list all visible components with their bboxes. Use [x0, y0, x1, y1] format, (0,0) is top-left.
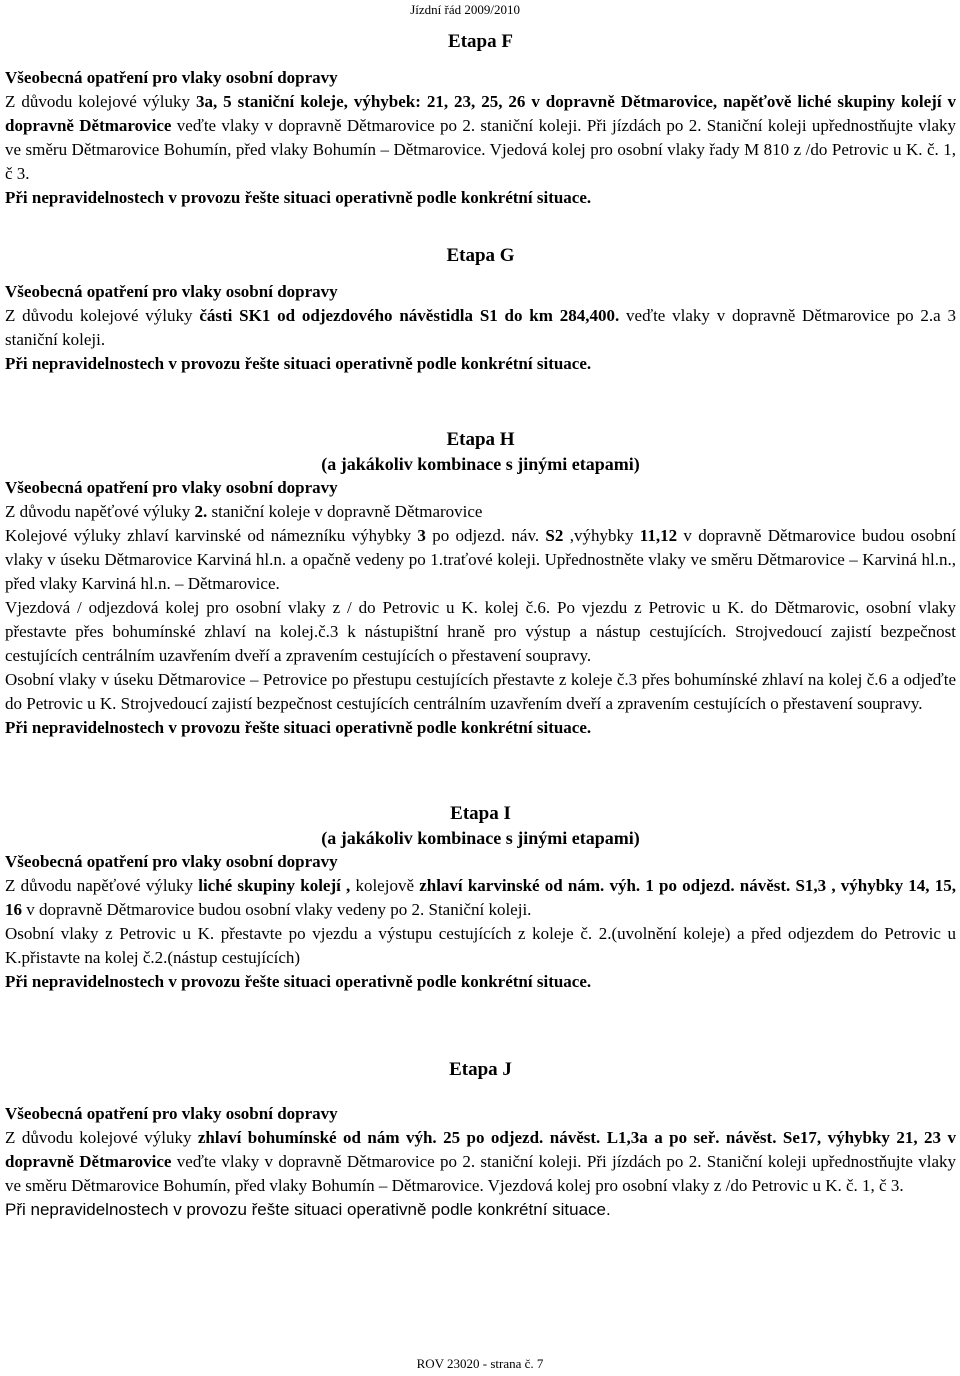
section-title: Etapa I — [450, 803, 511, 824]
section-etapa-i — [5, 802, 956, 994]
text-run: v dopravně Dětmarovice budou osobní vlaky v úseku Dětmarovice Karviná hl.n. a opačně vedeny po 1.traťové koleji. Upřednostněte vlaky ve směru Dětmarovice – Karviná hl.n., před vlaky Karviná hl.n. – Dětmarovice. — [5, 526, 957, 593]
bold-text-run: 2. — [194, 502, 208, 521]
paragraph — [5, 90, 956, 186]
text-run: Z důvodu napěťové výluky — [5, 876, 199, 895]
text-run: staniční koleje v dopravně Dětmarovice — [207, 502, 483, 521]
section-title: Etapa H — [446, 429, 515, 450]
irregularity-note: Při nepravidelnostech v provozu řešte situaci operativně podle konkrétní situace. — [5, 1200, 611, 1219]
bold-text-run: zhlaví karvinské od nám. výh. 1 po odjezd. návěst. S1,3 , výhybky 14, 15, 16 — [5, 876, 956, 919]
text-run: po odjezd. náv. — [425, 526, 546, 545]
text-run: veďte vlaky v dopravně Dětmarovice po 2. staniční koleji. Při jízdách po 2. Staniční koleji upřednostňujte vlaky ve směru Dětmarovice Bohumín, před vlaky Bohumín – Dětmarovice. Vjedová kolej pro osobní vlaky řady M 810 z /do Petrovic u K. č. 1, č 3. — [5, 116, 956, 183]
irregularity-note: Při nepravidelnostech v provozu řešte situaci operativně podle konkrétní situace. — [5, 188, 592, 207]
bold-text-run: 11,12 — [639, 526, 678, 545]
paragraph — [5, 304, 956, 352]
paragraph: Vjezdová / odjezdová kolej pro osobní vlaky z / do Petrovic u K. kolej č.6. Po vjezdu z Petrovic u K. do Dětmarovic, osobní vlaky přestavte přes bohumínské zhlaví na kolej.č.3 k nástupištní hraně pro výstup a nástup cestujících. Strojvedoucí zajistí bezpečnost cestujících centrálním uzavřením dveří a zpravením cestujících o přestavení soupravy. — [5, 598, 956, 665]
section-etapa-f — [5, 30, 956, 210]
page-header: Jízdní řád 2009/2010 — [410, 2, 520, 17]
document-body — [5, 30, 956, 1222]
text-run: Kolejové výluky zhlaví karvinské od námezníku výhybky — [5, 526, 418, 545]
text-run: v dopravně Dětmarovice budou osobní vlaky vedeny po 2. Staniční koleji. — [22, 900, 532, 919]
text-run: kolejově — [350, 876, 420, 895]
irregularity-note: Při nepravidelnostech v provozu řešte situaci operativně podle konkrétní situace. — [5, 718, 592, 737]
general-measures-heading: Všeobecná opatření pro vlaky osobní dopravy — [5, 282, 338, 301]
bold-text-run: zhlaví bohumínské od nám výh. 25 po odjezd. návěst. L1,3a a po seř. návěst. Se17, výhybky 21, 23 v dopravně Dětmarovice — [5, 1128, 956, 1171]
bold-text-run: 3 — [417, 526, 426, 545]
section-etapa-g — [5, 244, 956, 376]
text-run: ,výhybky — [563, 526, 640, 545]
general-measures-heading: Všeobecná opatření pro vlaky osobní dopravy — [5, 68, 338, 87]
section-etapa-h — [5, 428, 956, 740]
paragraph: Osobní vlaky v úseku Dětmarovice – Petrovice po přestupu cestujících přestavte z koleje č.3 přes bohumínské zhlaví na kolej č.6 a odjeďte do Petrovic u K. Strojvedoucí zajistí bezpečnost cestujících centrálním uzavřením dveří a zpravením cestujících o přestavení soupravy. — [5, 670, 956, 713]
section-title: Etapa J — [449, 1059, 512, 1080]
irregularity-note: Při nepravidelnostech v provozu řešte situaci operativně podle konkrétní situace. — [5, 972, 592, 991]
general-measures-heading: Všeobecná opatření pro vlaky osobní dopravy — [5, 852, 338, 871]
general-measures-heading: Všeobecná opatření pro vlaky osobní dopravy — [5, 1104, 338, 1123]
section-subtitle: (a jakákoliv kombinace s jinými etapami) — [321, 454, 640, 474]
text-run: Z důvodu kolejové výluky — [5, 306, 200, 325]
text-run: Z důvodu kolejové výluky — [5, 1128, 198, 1147]
paragraph — [5, 500, 956, 524]
section-title: Etapa F — [448, 31, 513, 52]
text-run: Z důvodu kolejové výluky — [5, 92, 196, 111]
paragraph — [5, 1126, 956, 1198]
bold-text-run: liché skupiny kolejí , — [198, 876, 351, 895]
paragraph: Osobní vlaky z Petrovic u K. přestavte po vjezdu a výstupu cestujících z koleje č. 2.(uvolnění koleje) a před odjezdem do Petrovic u K.přistavte na kolej č.2.(nástup cestujících) — [5, 924, 956, 967]
bold-text-run: 3a, 5 staniční koleje, výhybek: 21, 23, 25, 26 v dopravně Dětmarovice, napěťově liché skupiny kolejí v dopravně Dětmarovice — [5, 92, 956, 135]
paragraph — [5, 874, 956, 922]
bold-text-run: S2 — [545, 526, 564, 545]
section-etapa-j — [5, 1058, 956, 1222]
irregularity-note: Při nepravidelnostech v provozu řešte situaci operativně podle konkrétní situace. — [5, 354, 592, 373]
general-measures-heading: Všeobecná opatření pro vlaky osobní dopravy — [5, 478, 338, 497]
bold-text-run: části SK1 od odjezdového návěstidla S1 do km 284,400. — [199, 306, 620, 325]
section-subtitle: (a jakákoliv kombinace s jinými etapami) — [321, 828, 640, 848]
text-run: veďte vlaky v dopravně Dětmarovice po 2.a 3 staniční koleji. — [5, 306, 956, 349]
text-run: veďte vlaky v dopravně Dětmarovice po 2. staniční koleji. Při jízdách po 2. Staniční koleji upřednostňujte vlaky ve směru Dětmarovice Bohumín, před vlaky Bohumín – Dětmarovice. Vjezdová kolej pro osobní vlaky z /do Petrovic u K. č. 1, č 3. — [5, 1152, 956, 1195]
text-run: Z důvodu napěťové výluky — [5, 502, 195, 521]
section-title: Etapa G — [446, 245, 515, 266]
page-footer: ROV 23020 - strana č. 7 — [416, 1356, 544, 1371]
paragraph — [5, 524, 956, 596]
